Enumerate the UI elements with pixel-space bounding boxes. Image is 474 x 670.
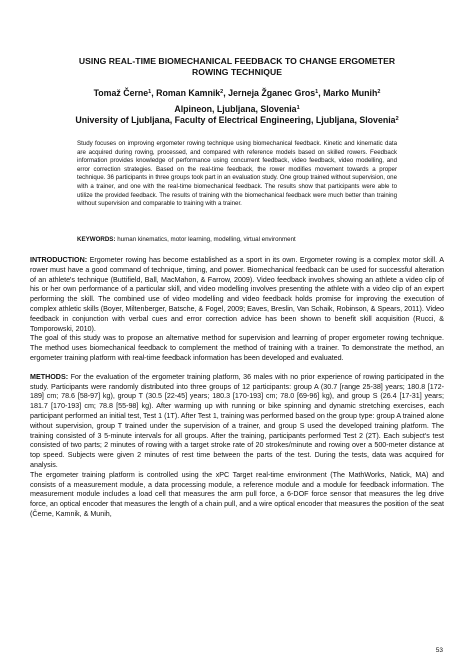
author-name: Roman Kamnik	[156, 88, 221, 98]
affiliation-1-mark: 1	[296, 105, 300, 111]
author-affiliation-mark: 2	[220, 89, 224, 95]
goal-paragraph: The goal of this study was to propose an alternative method for supervision and learning of proper ergometer rowing technique. The method uses biomechanical feedback to complement the method of training with a trainer. To demonstrate the method, an ergometer training platform with real-time feedback information has been developed and evaluated.	[30, 334, 444, 362]
affiliation-1	[30, 104, 444, 115]
author-block	[30, 88, 444, 126]
keywords	[77, 236, 397, 245]
affiliation-1-text: Alpineon, Ljubljana, Slovenia	[174, 104, 297, 114]
keywords-text: human kinematics, motor learning, modelling, virtual environment	[117, 236, 296, 243]
author-affiliation-mark: 2	[377, 89, 381, 95]
author-affiliation-mark: 1	[148, 89, 152, 95]
methods-paragraph	[30, 373, 444, 471]
author-list: Tomaž Černe$^1$, Roman Kamnik$^2$, Jerneja Žganec Gros$^1$, Marko Munih$^2$	[93, 88, 381, 98]
paper-title	[40, 56, 434, 78]
body-text	[30, 256, 444, 520]
author-name: Tomaž Černe	[93, 88, 149, 98]
title-line-1: USING REAL-TIME BIOMECHANICAL FEEDBACK TO CHANGE ERGOMETER	[78, 56, 396, 66]
affiliation-2-mark: 2	[395, 116, 399, 122]
author-affiliation-mark: 1	[315, 89, 319, 95]
abstract: Study focuses on improving ergometer rowing technique using biomechanical feedback. Kinetic and kinematic data are acquired during rowing, processed, and compared with reference models based on skilled rowers. Feedback information provides knowledge of performance using concurrent feedback, video feedback, video modelling, and error correction strategies. Based on the real-time feedback, the rower modifies movement towards a proper technique. 36 participants in three groups took part in an evaluation study. One group trained without supervision, one with a trainer, and one with the real-time biomechanical feedback. The results show that participants were able to utilize the provided feedback. The results of training with the biomechanical feedback were much better than training without supervision and comparable to training with a trainer.	[77, 140, 397, 208]
introduction-paragraph	[30, 256, 444, 334]
author-name: Marko Munih	[323, 88, 378, 98]
title-line-2: ROWING TECHNIQUE	[191, 67, 283, 77]
methods-text: For the evaluation of the ergometer training platform, 36 males with no prior experience of rowing participated in the study. Participants were randomly distributed into three groups of 12 participants: group A (30.7 [range 25-38] years; 180.8 [172-189] cm; 78.6 [58-97] kg), group T (30.5 [22-45] years; 180.3 [170-193] cm; 78.0 [69-96] kg), and group S (26.4 [17-31] years; 181.7 [170-193] cm; 78.8 [55-98] kg). After warming up with running or bike spinning and dynamic stretching exercises, each participant performed an initial test, Test 1 (1T). After Test 1, training was performed based on the group type: group A trained alone without supervision, group T trained under the supervision of a trainer, and group S used the developed training platform. The training consisted of 3 5-minute intervals for all groups. After the training, participants performed Test 2 (2T). Each subject's test consisted of two parts; 2 minutes of rowing with a target stroke rate of 20 strokes/minute and rowing over a 500-meter distance at top speed. Subjects were given 2 minutes of rest time between the parts of the test. During the tests, data was acquired for analysis.	[30, 372, 445, 469]
keywords-label: KEYWORDS:	[77, 236, 116, 243]
introduction-heading: INTRODUCTION:	[30, 256, 88, 264]
affiliation-2-text: University of Ljubljana, Faculty of Electrical Engineering, Ljubljana, Slovenia	[75, 115, 396, 125]
platform-paragraph: The ergometer training platform is controlled using the xPC Target real-time environment (The MathWorks, Natick, MA) and consists of a measurement module, a data processing module, a reference module and a module for feedback information. The measurement module includes a load cell that measures the arm pull force, a 6-DOF force sensor that measures the leg drive force, an optical encoder that measures the length of a chain pull, and a wire optical encoder that measures the position of the seat (Černe, Kamnik, & Munih,	[30, 470, 444, 518]
page-number: 53	[435, 647, 443, 654]
introduction-text: Ergometer rowing has become established as a sport in its own. Ergometer rowing is a complex motor skill. A rower must have a good command of technique, timing, and power. Biomechanical feedback can be used for successful alteration of an athlete's technique (Buttifield, Ball, MacMahon, & Farrow, 2009). Video feedback involves showing an athlete a video clip of his or her own performance of a particular skill, and video modelling involves presenting the athlete with a video clip of an expert performing the skill. The combined use of video modelling and video feedback holds promise for improving the execution of complex athletic skills (Boyer, Miltenberger, Batsche, & Fogel, 2009; Eaves, Breslin, Van Schaik, Robinson, & Spears, 2011). Video feedback in conjunction with verbal cues and error correction advice has been shown to benefit skill acquisition (Rucci, & Tomporowski, 2010).	[30, 256, 444, 333]
author-name: Jerneja Žganec Gros	[228, 88, 316, 98]
affiliation-2	[30, 115, 444, 126]
methods-heading: METHODS:	[30, 372, 69, 381]
